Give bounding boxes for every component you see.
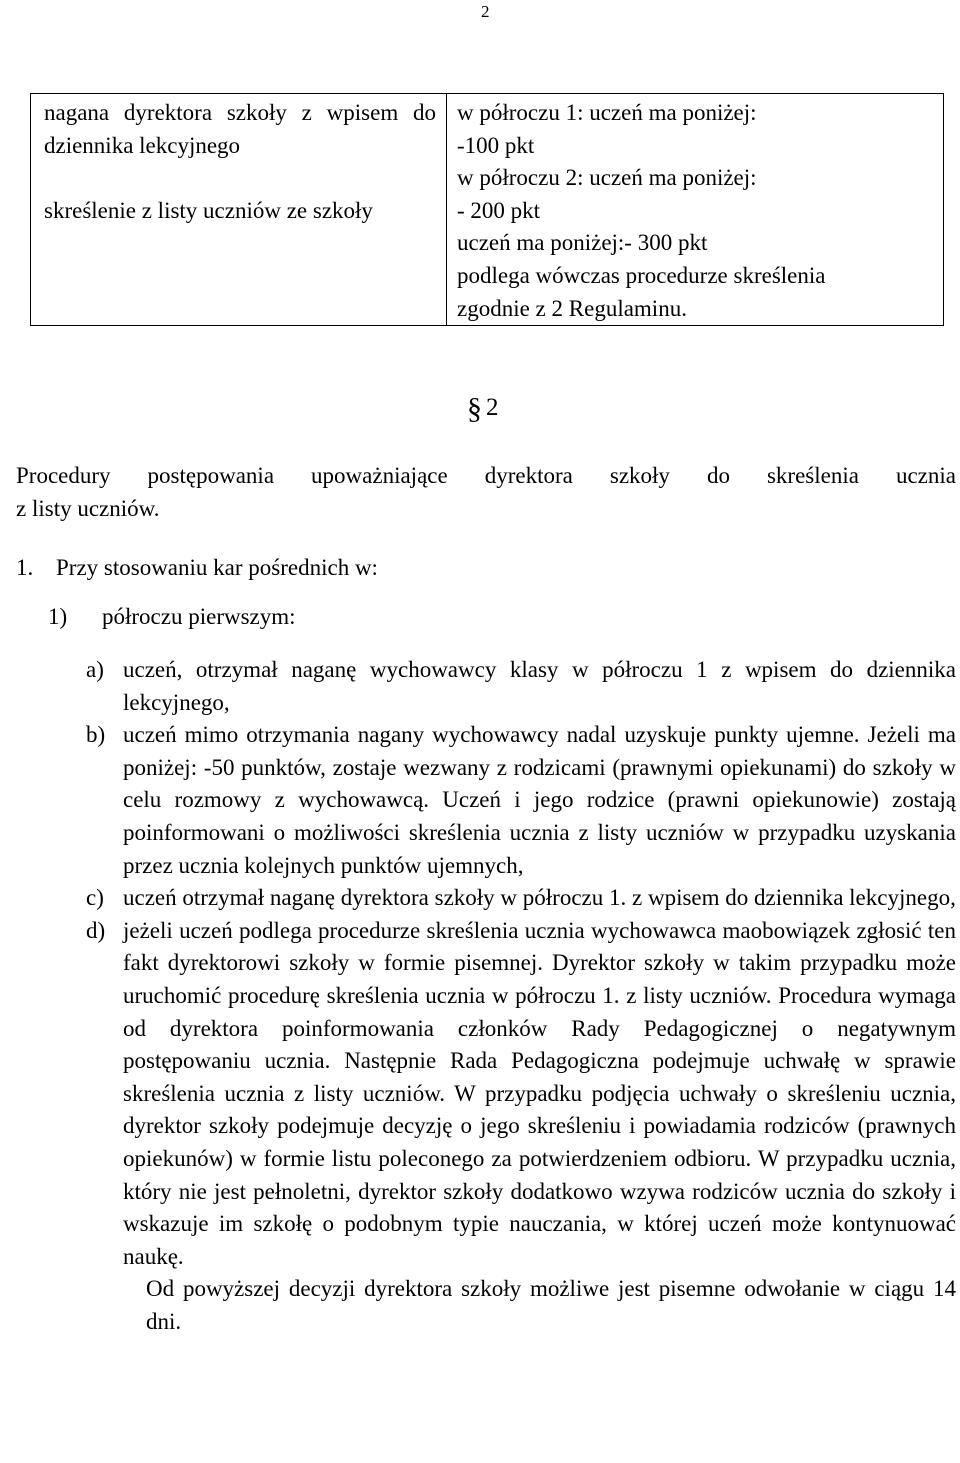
penalty-expulsion: skreślenie z listy uczniów ze szkoły	[44, 198, 373, 224]
list-item-1	[16, 555, 378, 581]
list-item-text: Przy stosowaniu kar pośrednich w:	[56, 555, 378, 580]
section-number: 2	[486, 394, 499, 421]
letter-label: c)	[86, 885, 104, 911]
letter-text: uczeń otrzymał naganę dyrektora szkoły w półroczu 1. z wpisem do dziennika lekcyjnego,	[123, 885, 956, 911]
letter-item-b	[86, 719, 956, 882]
letter-text: jeżeli uczeń podlega procedurze skreślenia ucznia wychowawca maobowiązek zgłosić ten fakt dyrektorowi szkoły w formie pisemnej. Dyrektor szkoły w takim przypadku może uruchomić procedurę skreślenia ucznia w półroczu 1. z listy uczniów. Procedura wymaga od dyrektora poinformowania członków Rady Pedagogicznej o negatywnym postępowaniu ucznia. Następnie Rada Pedagogiczna podejmuje uchwałę w sprawie skreślenia ucznia z listy uczniów. W przypadku podjęcia uchwały o skreśleniu ucznia, dyrektor szkoły podejmuje decyzję o jego skreśleniu i powiadamia rodziców (prawnych opiekunów) w formie listu poleconego za potwierdzeniem odbioru. W przypadku ucznia, który nie jest pełnoletni, dyrektor szkoły dodatkowo wzywa rodziców ucznia do szkoły i wskazuje im szkołę o podobnym typie nauczania, w której uczeń może kontynuować naukę.	[123, 917, 956, 1269]
penalty-table	[30, 93, 944, 326]
letter-label: b)	[86, 722, 106, 748]
condition-line: uczeń ma poniżej:- 300 pkt	[457, 230, 708, 256]
letter-label: d)	[86, 917, 106, 943]
section-title-line1: Procedury postępowania upoważniające dyrektora szkoły do skreślenia ucznia	[16, 463, 956, 488]
letter-item-c	[86, 882, 956, 915]
condition-line: -100 pkt	[457, 132, 535, 158]
letter-item-a	[86, 654, 956, 719]
list-item-number: 1.	[16, 555, 34, 580]
appeal-paragraph: Od powyższej decyzji dyrektora szkoły możliwe jest pisemne odwołanie w ciągu 14 dni.	[146, 1276, 956, 1334]
letter-item-d	[86, 915, 956, 1274]
page-number: 2	[481, 2, 490, 21]
section-heading	[467, 392, 499, 426]
condition-line: w półroczu 2: uczeń ma poniżej:	[457, 165, 757, 191]
condition-line: zgodnie z 2 Regulaminu.	[457, 295, 687, 321]
letter-list	[86, 654, 956, 1361]
condition-line: podlega wówczas procedurze skreślenia	[457, 262, 826, 288]
section-title	[16, 460, 956, 525]
table-cell-conditions	[447, 94, 944, 326]
condition-line: - 200 pkt	[457, 197, 541, 223]
sub-item-1	[48, 604, 296, 630]
letter-label: a)	[86, 657, 104, 682]
condition-line: w półroczu 1: uczeń ma poniżej:	[457, 100, 757, 125]
letter-text: uczeń mimo otrzymania nagany wychowawcy nadal uzyskuje punkty ujemne. Jeżeli ma poniżej: -50 punktów, zostaje wezwany z rodzicami (prawnymi opiekunami) do szkoły w celu rozmowy z wychowawcą. Uczeń i jego rodzice (prawni opiekunowie) zostają poinformowani o możliwości skreślenia ucznia z listy uczniów w przypadku uzyskania przez ucznia kolejnych punktów ujemnych,	[123, 722, 956, 878]
sub-item-text: półroczu pierwszym:	[102, 604, 296, 629]
section-title-line2: z listy uczniów.	[16, 495, 160, 521]
section-symbol: §	[467, 392, 482, 425]
table-cell-penalty-types	[31, 94, 447, 326]
penalty-reprimand-director: nagana dyrektora szkoły z wpisem do dziennika lekcyjnego	[44, 100, 436, 158]
sub-item-number: 1)	[48, 604, 68, 629]
letter-text: uczeń, otrzymał naganę wychowawcy klasy w półroczu 1 z wpisem do dziennika lekcyjnego,	[123, 657, 956, 715]
